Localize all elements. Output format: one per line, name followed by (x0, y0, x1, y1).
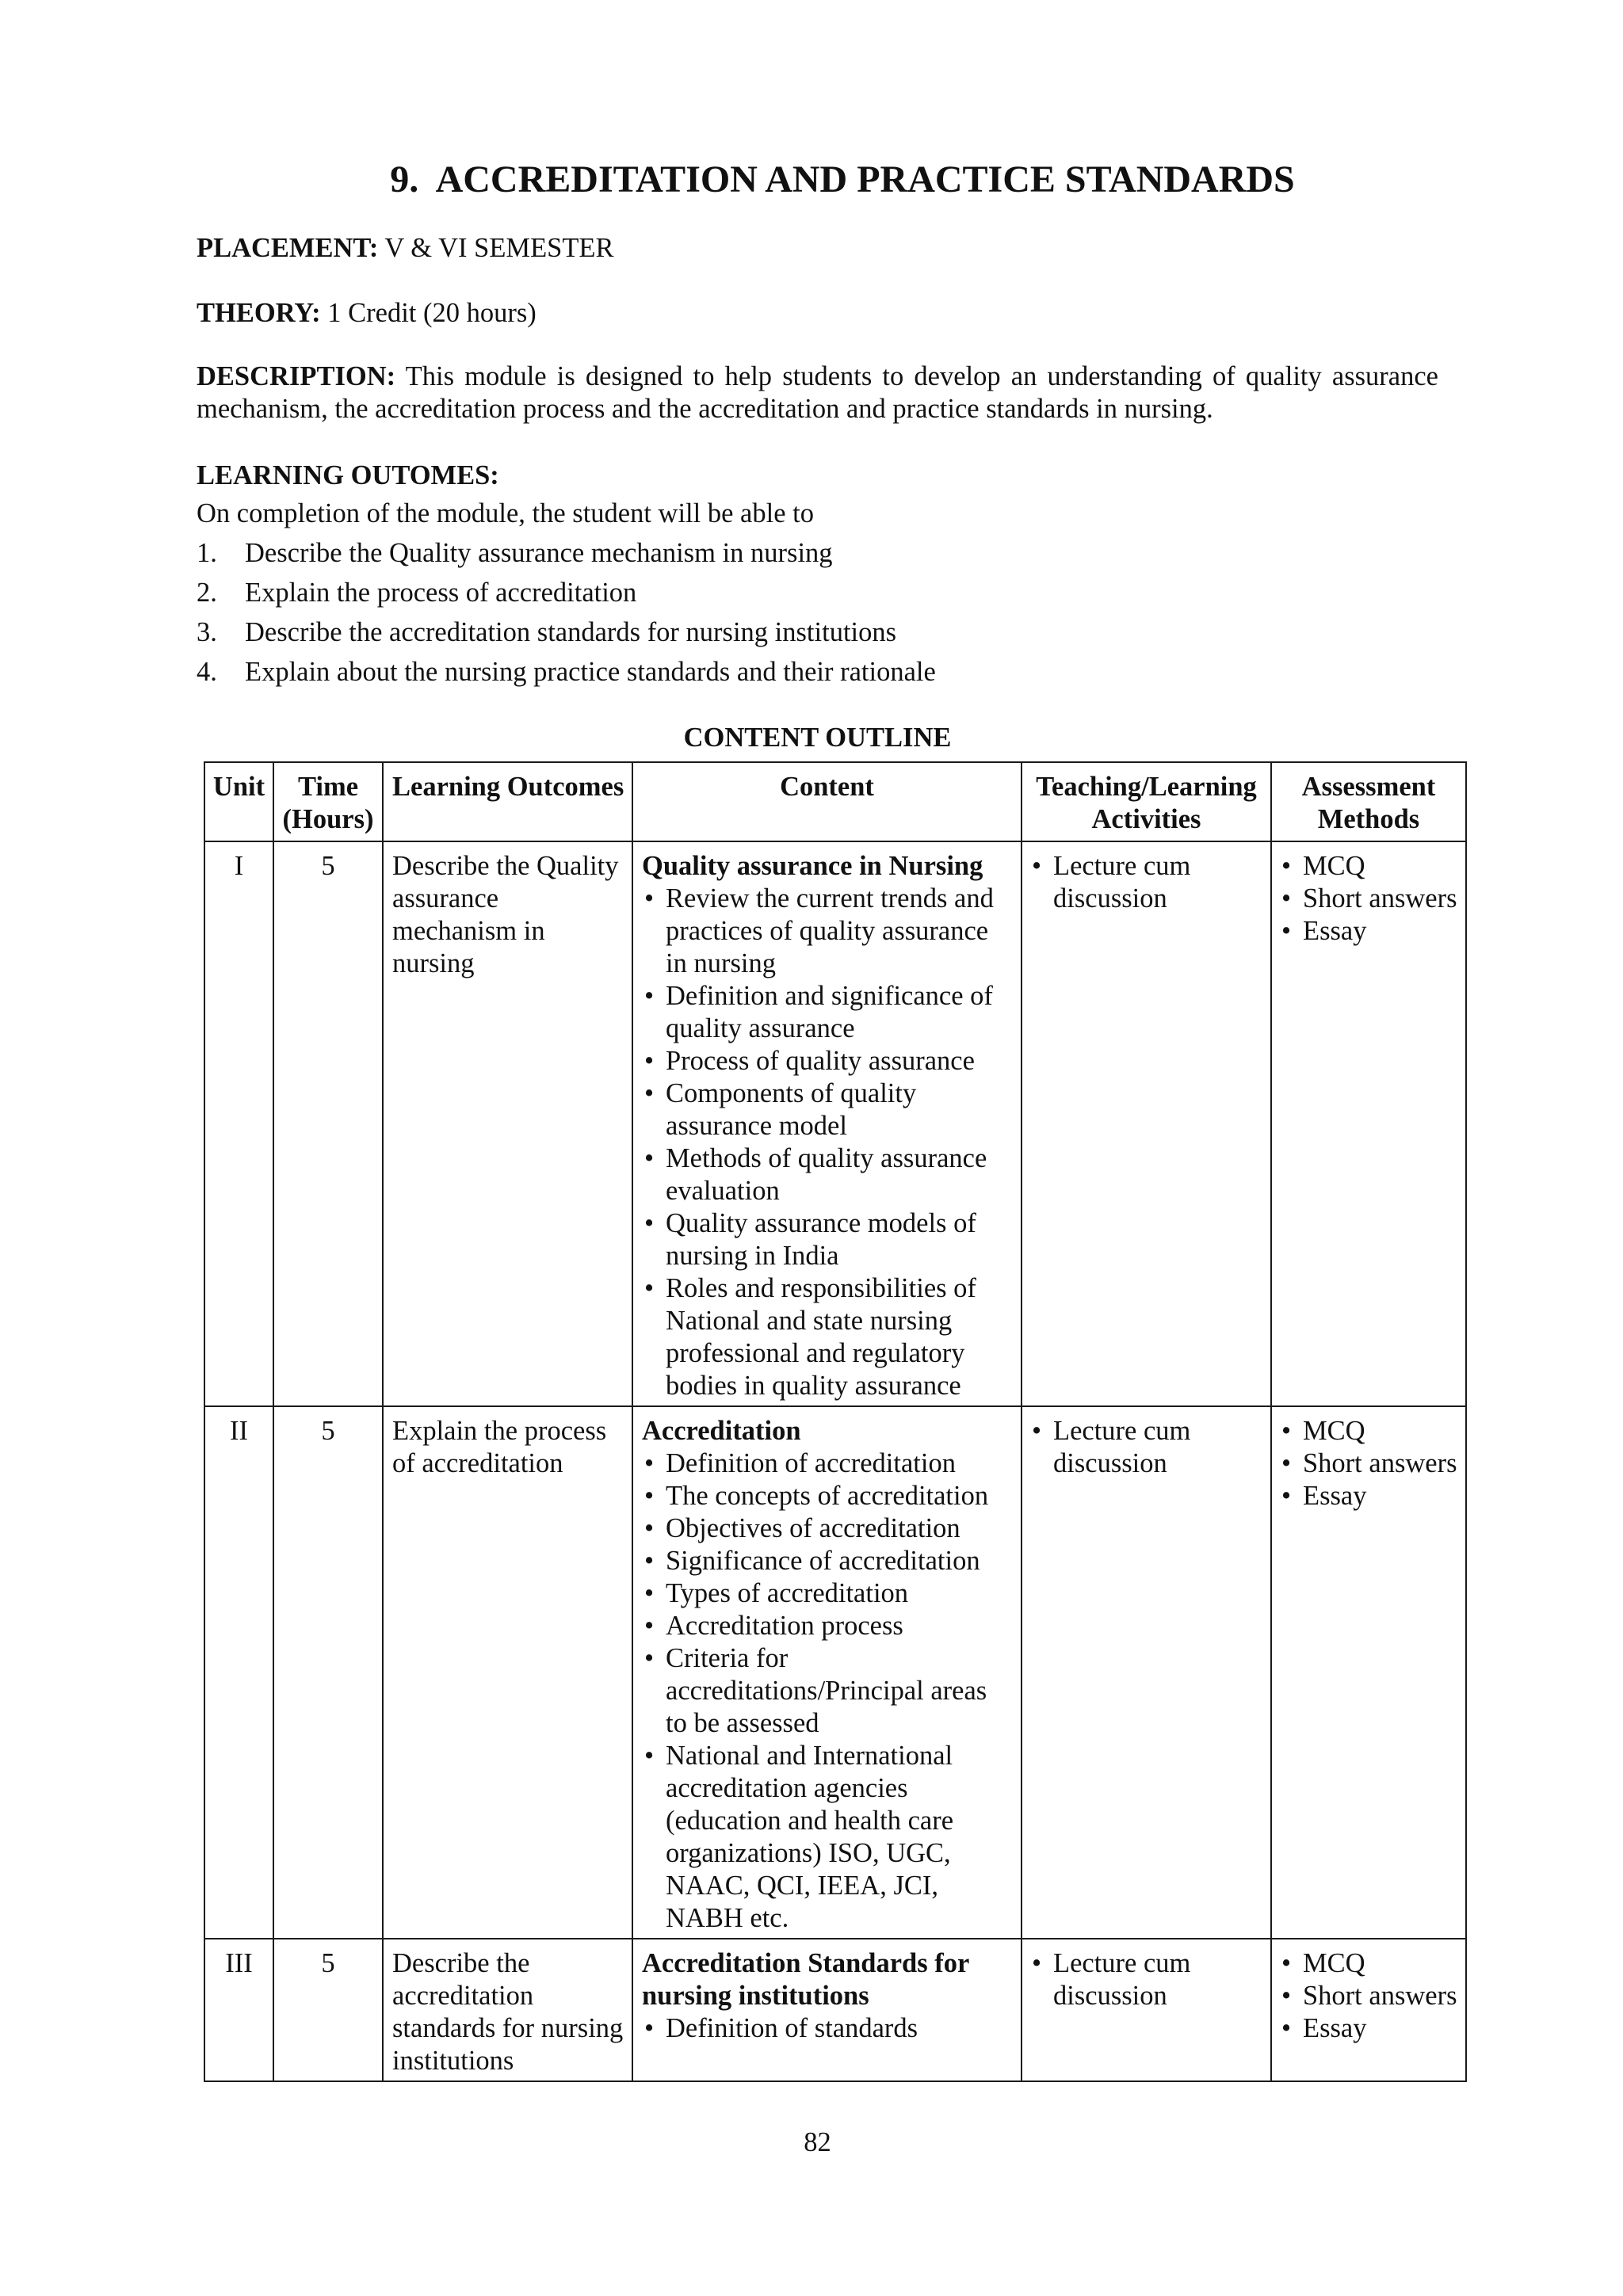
header-content: Content (632, 762, 1022, 841)
time-cell: 5 (273, 841, 383, 1406)
content-topic: • Components of quality assurance model (642, 1077, 1005, 1142)
content-heading: Accreditation Standards for nursing institutions (642, 1948, 969, 2011)
content-topic: • The concepts of accreditation (642, 1480, 1005, 1512)
placement-line (197, 232, 1438, 265)
content-topic: • Accreditation process (642, 1610, 1005, 1642)
content-topic: • Definition and significance of quality assurance (642, 980, 1005, 1045)
assessment-item: • Essay (1279, 2012, 1462, 2045)
item-number: 4. (197, 657, 217, 687)
activities-cell (1022, 1406, 1271, 1939)
content-outline-table (204, 761, 1467, 2082)
content-topic: • Significance of accreditation (642, 1545, 1005, 1577)
content-topic: • Methods of quality assurance evaluation (642, 1142, 1005, 1207)
content-topics (642, 883, 1005, 1402)
content-topic: • Definition of accreditation (642, 1447, 1005, 1480)
learning-outcome-item (197, 652, 1438, 692)
description-text: This module is designed to help students to develop an understanding of quality assurance mechanism, the accreditation process and the accreditation and practice standards in nursing. (197, 361, 1438, 424)
content-topics (642, 2012, 1005, 2045)
table-row (204, 1406, 1466, 1939)
activities-cell (1022, 841, 1271, 1406)
header-unit: Unit (204, 762, 273, 841)
content-cell (632, 1939, 1022, 2081)
activity-item: • Lecture cum discussion (1029, 1415, 1254, 1480)
page-title: 9. ACCREDITATION AND PRACTICE STANDARDS (390, 158, 1295, 200)
assessment-item: • MCQ (1279, 1947, 1462, 1980)
time-cell: 5 (273, 1406, 383, 1939)
learning-outcomes-intro: On completion of the module, the student will be able to (197, 498, 814, 528)
page-number: 82 (804, 2127, 831, 2157)
item-number: 3. (197, 617, 217, 647)
activities-list (1029, 1947, 1254, 2012)
learning-outcome-item (197, 533, 1438, 573)
assessment-item: • Essay (1279, 915, 1462, 948)
assessment-item: • Short answers (1279, 1980, 1462, 2012)
unit-cell: I (204, 841, 273, 1406)
content-heading: Accreditation (642, 1416, 801, 1446)
unit-cell: III (204, 1939, 273, 2081)
learning-outcome-item (197, 573, 1438, 612)
activities-cell (1022, 1939, 1271, 2081)
item-text: Describe the accreditation standards for nursing institutions (245, 617, 897, 647)
assessment-item: • Short answers (1279, 883, 1462, 915)
learning-outcomes-list (197, 533, 1438, 692)
header-learning-outcomes: Learning Outcomes (383, 762, 632, 841)
content-topic: • Definition of standards (642, 2012, 1005, 2045)
content-topic: • Process of quality assurance (642, 1045, 1005, 1077)
content-cell (632, 1406, 1022, 1939)
learning-outcome-cell: Explain the process of accreditation (383, 1406, 632, 1939)
activities-list (1029, 1415, 1254, 1480)
content-topic: • Quality assurance models of nursing in India (642, 1207, 1005, 1272)
content-topic: • National and International accreditation agencies (education and health care organizations) ISO, UGC, NAAC, QCI, IEEA, JCI, NABH etc. (642, 1740, 1005, 1935)
item-text: Explain about the nursing practice standards and their rationale (245, 657, 936, 687)
item-text: Describe the Quality assurance mechanism in nursing (245, 538, 833, 568)
activities-list (1029, 850, 1254, 915)
item-text: Explain the process of accreditation (245, 578, 637, 608)
content-topic: • Objectives of accreditation (642, 1512, 1005, 1545)
content-heading: Quality assurance in Nursing (642, 851, 983, 881)
content-topic: • Review the current trends and practices of quality assurance in nursing (642, 883, 1005, 980)
time-cell: 5 (273, 1939, 383, 2081)
activity-item: • Lecture cum discussion (1029, 850, 1254, 915)
assessment-list (1279, 1947, 1462, 2045)
theory-value: 1 Credit (20 hours) (327, 298, 537, 328)
theory-label: THEORY: (197, 298, 321, 328)
table-row (204, 1939, 1466, 2081)
assessment-cell (1271, 841, 1466, 1406)
header-time: Time (Hours) (273, 762, 383, 841)
assessment-cell (1271, 1406, 1466, 1939)
header-activities: Teaching/Learning Activities (1022, 762, 1271, 841)
placement-value: V & VI SEMESTER (384, 233, 614, 263)
content-topic: • Criteria for accreditations/Principal areas to be assessed (642, 1642, 1005, 1740)
learning-outcomes-heading: LEARNING OUTOMES: (197, 460, 499, 490)
table-header-row (204, 762, 1466, 841)
unit-cell: II (204, 1406, 273, 1939)
content-topics (642, 1447, 1005, 1935)
assessment-list (1279, 1415, 1462, 1512)
content-topic: • Types of accreditation (642, 1577, 1005, 1610)
item-number: 2. (197, 578, 217, 608)
content-outline-heading: CONTENT OUTLINE (683, 723, 952, 753)
table-row (204, 841, 1466, 1406)
assessment-item: • Short answers (1279, 1447, 1462, 1480)
header-assessment: Assessment Methods (1271, 762, 1466, 841)
placement-label: PLACEMENT: (197, 233, 379, 263)
assessment-list (1279, 850, 1462, 948)
description-paragraph (197, 360, 1438, 425)
activity-item: • Lecture cum discussion (1029, 1947, 1254, 2012)
assessment-item: • MCQ (1279, 1415, 1462, 1447)
theory-line (197, 297, 1438, 330)
assessment-item: • MCQ (1279, 850, 1462, 883)
learning-outcome-cell: Describe the accreditation standards for nursing institutions (383, 1939, 632, 2081)
content-cell (632, 841, 1022, 1406)
assessment-cell (1271, 1939, 1466, 2081)
learning-outcome-cell: Describe the Quality assurance mechanism in nursing (383, 841, 632, 1406)
learning-outcomes-block (197, 494, 1438, 692)
item-number: 1. (197, 538, 217, 568)
description-label: DESCRIPTION: (197, 361, 396, 391)
content-topic: • Roles and responsibilities of National and state nursing professional and regulatory bodies in quality assurance (642, 1272, 1005, 1402)
assessment-item: • Essay (1279, 1480, 1462, 1512)
learning-outcome-item (197, 612, 1438, 652)
